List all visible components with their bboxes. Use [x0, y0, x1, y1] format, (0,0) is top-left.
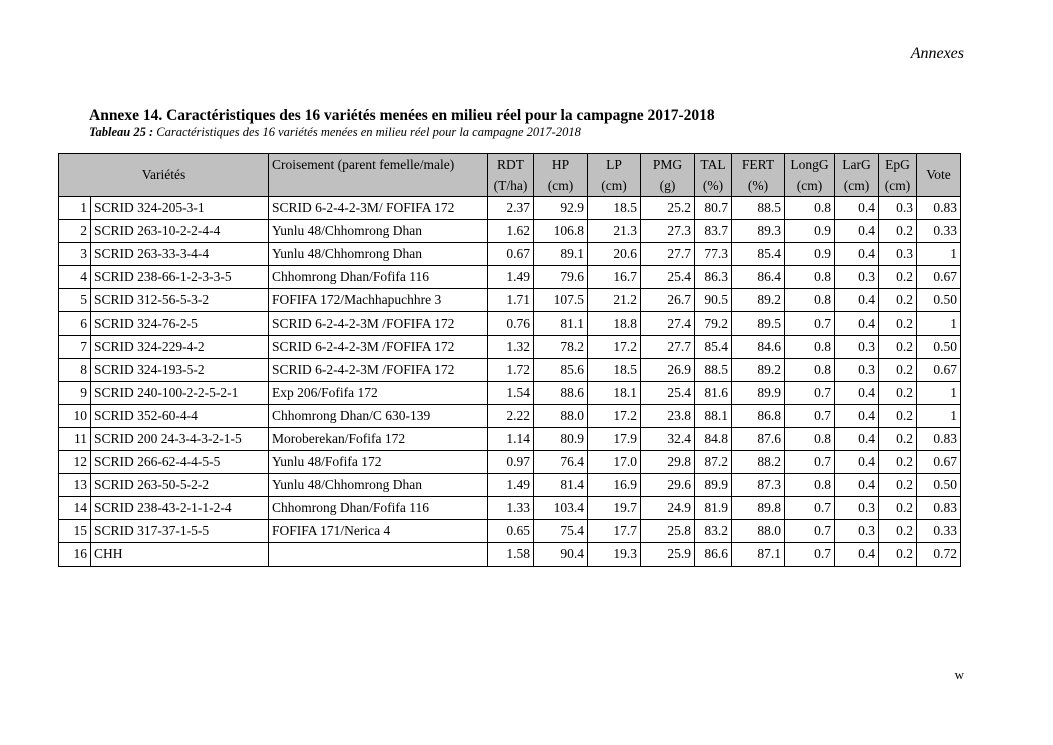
variety-cell: SCRID 324-229-4-2: [91, 335, 269, 358]
longg-cell: 0.7: [785, 497, 835, 520]
table-row: [59, 243, 961, 266]
lp-cell: 17.2: [588, 404, 641, 427]
table-row: [59, 451, 961, 474]
table-caption: [89, 125, 581, 140]
longg-cell: 0.8: [785, 358, 835, 381]
epg-cell: 0.2: [879, 520, 917, 543]
longg-cell: 0.7: [785, 381, 835, 404]
running-header: Annexes: [910, 45, 964, 62]
tal-cell: 80.7: [695, 197, 732, 220]
rdt-cell: 0.76: [488, 312, 534, 335]
cross-cell: FOFIFA 172/Machhapuchhre 3: [269, 289, 488, 312]
epg-cell: 0.2: [879, 266, 917, 289]
hp-cell: 106.8: [534, 220, 588, 243]
pmg-cell: 25.4: [641, 266, 695, 289]
variety-cell: SCRID 324-76-2-5: [91, 312, 269, 335]
table-row: [59, 427, 961, 450]
header-longg-unit: (cm): [785, 175, 835, 197]
row-number: 9: [59, 381, 91, 404]
lp-cell: 17.2: [588, 335, 641, 358]
tal-cell: 85.4: [695, 335, 732, 358]
variety-cell: CHH: [91, 543, 269, 566]
lp-cell: 17.9: [588, 427, 641, 450]
cross-cell: Chhomrong Dhan/C 630-139: [269, 404, 488, 427]
longg-cell: 0.8: [785, 197, 835, 220]
vote-cell: 0.33: [917, 520, 961, 543]
pmg-cell: 29.6: [641, 474, 695, 497]
hp-cell: 85.6: [534, 358, 588, 381]
rdt-cell: 1.49: [488, 474, 534, 497]
vote-cell: 0.67: [917, 358, 961, 381]
hp-cell: 75.4: [534, 520, 588, 543]
vote-cell: 0.83: [917, 427, 961, 450]
header-cross-unit: [269, 175, 488, 197]
larg-cell: 0.3: [835, 520, 879, 543]
variety-cell: SCRID 240-100-2-2-5-2-1: [91, 381, 269, 404]
larg-cell: 0.3: [835, 497, 879, 520]
tal-cell: 88.1: [695, 404, 732, 427]
row-number: 7: [59, 335, 91, 358]
lp-cell: 17.7: [588, 520, 641, 543]
header-fert-unit: (%): [732, 175, 785, 197]
header-hp-unit: (cm): [534, 175, 588, 197]
table-body: [59, 197, 961, 567]
rdt-cell: 1.49: [488, 266, 534, 289]
variety-cell: SCRID 312-56-5-3-2: [91, 289, 269, 312]
lp-cell: 18.8: [588, 312, 641, 335]
variety-cell: SCRID 324-205-3-1: [91, 197, 269, 220]
variety-cell: SCRID 263-33-3-4-4: [91, 243, 269, 266]
header-cross: Croisement (parent femelle/male): [269, 154, 488, 176]
table-row: [59, 474, 961, 497]
rdt-cell: 1.33: [488, 497, 534, 520]
hp-cell: 79.6: [534, 266, 588, 289]
lp-cell: 16.7: [588, 266, 641, 289]
larg-cell: 0.3: [835, 358, 879, 381]
epg-cell: 0.2: [879, 497, 917, 520]
row-number: 15: [59, 520, 91, 543]
table-header: [59, 154, 961, 197]
table-row: [59, 220, 961, 243]
header-lp: LP: [588, 154, 641, 176]
larg-cell: 0.4: [835, 404, 879, 427]
tal-cell: 81.9: [695, 497, 732, 520]
fert-cell: 89.8: [732, 497, 785, 520]
lp-cell: 18.5: [588, 358, 641, 381]
fert-cell: 84.6: [732, 335, 785, 358]
table-row: [59, 266, 961, 289]
header-larg-unit: (cm): [835, 175, 879, 197]
cross-cell: Yunlu 48/Chhomrong Dhan: [269, 243, 488, 266]
variety-cell: SCRID 324-193-5-2: [91, 358, 269, 381]
longg-cell: 0.7: [785, 543, 835, 566]
larg-cell: 0.4: [835, 243, 879, 266]
epg-cell: 0.2: [879, 381, 917, 404]
rdt-cell: 0.65: [488, 520, 534, 543]
footer-mark: w: [954, 667, 964, 682]
cross-cell: SCRID 6-2-4-2-3M/ FOFIFA 172: [269, 197, 488, 220]
row-number: 12: [59, 451, 91, 474]
pmg-cell: 23.8: [641, 404, 695, 427]
tal-cell: 90.5: [695, 289, 732, 312]
epg-cell: 0.2: [879, 220, 917, 243]
fert-cell: 87.3: [732, 474, 785, 497]
tal-cell: 86.3: [695, 266, 732, 289]
caption-label: Tableau 25 :: [89, 125, 154, 139]
hp-cell: 88.0: [534, 404, 588, 427]
variety-cell: SCRID 238-43-2-1-1-2-4: [91, 497, 269, 520]
vote-cell: 1: [917, 243, 961, 266]
variety-cell: SCRID 352-60-4-4: [91, 404, 269, 427]
epg-cell: 0.2: [879, 427, 917, 450]
vote-cell: 1: [917, 404, 961, 427]
tal-cell: 83.2: [695, 520, 732, 543]
tal-cell: 87.2: [695, 451, 732, 474]
larg-cell: 0.4: [835, 220, 879, 243]
vote-cell: 0.83: [917, 197, 961, 220]
pmg-cell: 27.4: [641, 312, 695, 335]
rdt-cell: 0.67: [488, 243, 534, 266]
larg-cell: 0.4: [835, 427, 879, 450]
variety-cell: SCRID 266-62-4-4-5-5: [91, 451, 269, 474]
tal-cell: 81.6: [695, 381, 732, 404]
hp-cell: 88.6: [534, 381, 588, 404]
cross-cell: SCRID 6-2-4-2-3M /FOFIFA 172: [269, 358, 488, 381]
tal-cell: 77.3: [695, 243, 732, 266]
table-row: [59, 520, 961, 543]
cross-cell: FOFIFA 171/Nerica 4: [269, 520, 488, 543]
epg-cell: 0.3: [879, 197, 917, 220]
row-number: 3: [59, 243, 91, 266]
fert-cell: 87.6: [732, 427, 785, 450]
fert-cell: 87.1: [732, 543, 785, 566]
fert-cell: 86.8: [732, 404, 785, 427]
table-row: [59, 312, 961, 335]
pmg-cell: 25.4: [641, 381, 695, 404]
vote-cell: 1: [917, 312, 961, 335]
vote-cell: 0.50: [917, 335, 961, 358]
header-pmg-unit: (g): [641, 175, 695, 197]
larg-cell: 0.4: [835, 381, 879, 404]
larg-cell: 0.4: [835, 312, 879, 335]
header-tal-unit: (%): [695, 175, 732, 197]
cross-cell: Yunlu 48/Fofifa 172: [269, 451, 488, 474]
lp-cell: 16.9: [588, 474, 641, 497]
fert-cell: 88.0: [732, 520, 785, 543]
table-row: [59, 358, 961, 381]
hp-cell: 89.1: [534, 243, 588, 266]
header-fert: FERT: [732, 154, 785, 176]
row-number: 10: [59, 404, 91, 427]
hp-cell: 92.9: [534, 197, 588, 220]
pmg-cell: 26.7: [641, 289, 695, 312]
pmg-cell: 25.9: [641, 543, 695, 566]
epg-cell: 0.2: [879, 358, 917, 381]
fert-cell: 88.2: [732, 451, 785, 474]
hp-cell: 81.1: [534, 312, 588, 335]
tal-cell: 83.7: [695, 220, 732, 243]
epg-cell: 0.3: [879, 243, 917, 266]
fert-cell: 86.4: [732, 266, 785, 289]
pmg-cell: 25.2: [641, 197, 695, 220]
lp-cell: 19.7: [588, 497, 641, 520]
variety-cell: SCRID 263-10-2-2-4-4: [91, 220, 269, 243]
table-row: [59, 497, 961, 520]
header-variety: Variétés: [59, 154, 269, 197]
header-longg: LongG: [785, 154, 835, 176]
longg-cell: 0.7: [785, 312, 835, 335]
vote-cell: 0.67: [917, 266, 961, 289]
row-number: 4: [59, 266, 91, 289]
cross-cell: [269, 543, 488, 566]
rdt-cell: 1.14: [488, 427, 534, 450]
rdt-cell: 0.97: [488, 451, 534, 474]
hp-cell: 76.4: [534, 451, 588, 474]
annex-title: Annexe 14. Caractéristiques des 16 variétés menées en milieu réel pour la campagne 2017-2018: [89, 107, 715, 124]
cross-cell: Yunlu 48/Chhomrong Dhan: [269, 220, 488, 243]
hp-cell: 103.4: [534, 497, 588, 520]
epg-cell: 0.2: [879, 543, 917, 566]
pmg-cell: 26.9: [641, 358, 695, 381]
longg-cell: 0.8: [785, 427, 835, 450]
epg-cell: 0.2: [879, 312, 917, 335]
hp-cell: 90.4: [534, 543, 588, 566]
rdt-cell: 1.32: [488, 335, 534, 358]
header-lp-unit: (cm): [588, 175, 641, 197]
tal-cell: 79.2: [695, 312, 732, 335]
row-number: 13: [59, 474, 91, 497]
larg-cell: 0.3: [835, 335, 879, 358]
larg-cell: 0.4: [835, 451, 879, 474]
vote-cell: 0.50: [917, 474, 961, 497]
hp-cell: 81.4: [534, 474, 588, 497]
table-row: [59, 335, 961, 358]
header-tal: TAL: [695, 154, 732, 176]
longg-cell: 0.7: [785, 404, 835, 427]
longg-cell: 0.9: [785, 220, 835, 243]
pmg-cell: 29.8: [641, 451, 695, 474]
table-row: [59, 197, 961, 220]
row-number: 5: [59, 289, 91, 312]
fert-cell: 89.2: [732, 289, 785, 312]
pmg-cell: 32.4: [641, 427, 695, 450]
tal-cell: 84.8: [695, 427, 732, 450]
longg-cell: 0.8: [785, 289, 835, 312]
cross-cell: Moroberekan/Fofifa 172: [269, 427, 488, 450]
hp-cell: 80.9: [534, 427, 588, 450]
larg-cell: 0.4: [835, 543, 879, 566]
epg-cell: 0.2: [879, 335, 917, 358]
fert-cell: 85.4: [732, 243, 785, 266]
rdt-cell: 2.22: [488, 404, 534, 427]
larg-cell: 0.3: [835, 266, 879, 289]
caption-text: Caractéristiques des 16 variétés menées en milieu réel pour la campagne 2017-2018: [153, 125, 581, 139]
variety-cell: SCRID 263-50-5-2-2: [91, 474, 269, 497]
rdt-cell: 1.58: [488, 543, 534, 566]
larg-cell: 0.4: [835, 289, 879, 312]
rdt-cell: 2.37: [488, 197, 534, 220]
hp-cell: 107.5: [534, 289, 588, 312]
table-row: [59, 381, 961, 404]
lp-cell: 18.1: [588, 381, 641, 404]
rdt-cell: 1.54: [488, 381, 534, 404]
epg-cell: 0.2: [879, 289, 917, 312]
rdt-cell: 1.71: [488, 289, 534, 312]
cross-cell: Chhomrong Dhan/Fofifa 116: [269, 266, 488, 289]
longg-cell: 0.8: [785, 335, 835, 358]
table-row: [59, 543, 961, 566]
pmg-cell: 25.8: [641, 520, 695, 543]
longg-cell: 0.7: [785, 520, 835, 543]
header-vote: Vote: [917, 154, 961, 197]
larg-cell: 0.4: [835, 474, 879, 497]
larg-cell: 0.4: [835, 197, 879, 220]
vote-cell: 0.50: [917, 289, 961, 312]
cross-cell: SCRID 6-2-4-2-3M /FOFIFA 172: [269, 312, 488, 335]
epg-cell: 0.2: [879, 474, 917, 497]
row-number: 11: [59, 427, 91, 450]
rdt-cell: 1.62: [488, 220, 534, 243]
cross-cell: SCRID 6-2-4-2-3M /FOFIFA 172: [269, 335, 488, 358]
longg-cell: 0.7: [785, 451, 835, 474]
fert-cell: 89.2: [732, 358, 785, 381]
fert-cell: 88.5: [732, 197, 785, 220]
variety-cell: SCRID 238-66-1-2-3-3-5: [91, 266, 269, 289]
hp-cell: 78.2: [534, 335, 588, 358]
vote-cell: 1: [917, 381, 961, 404]
epg-cell: 0.2: [879, 404, 917, 427]
row-number: 1: [59, 197, 91, 220]
variety-cell: SCRID 200 24-3-4-3-2-1-5: [91, 427, 269, 450]
row-number: 16: [59, 543, 91, 566]
row-number: 8: [59, 358, 91, 381]
tal-cell: 89.9: [695, 474, 732, 497]
row-number: 2: [59, 220, 91, 243]
fert-cell: 89.5: [732, 312, 785, 335]
longg-cell: 0.8: [785, 266, 835, 289]
pmg-cell: 27.3: [641, 220, 695, 243]
lp-cell: 18.5: [588, 197, 641, 220]
header-rdt-unit: (T/ha): [488, 175, 534, 197]
lp-cell: 19.3: [588, 543, 641, 566]
variety-cell: SCRID 317-37-1-5-5: [91, 520, 269, 543]
fert-cell: 89.9: [732, 381, 785, 404]
row-number: 14: [59, 497, 91, 520]
rdt-cell: 1.72: [488, 358, 534, 381]
lp-cell: 17.0: [588, 451, 641, 474]
vote-cell: 0.33: [917, 220, 961, 243]
tal-cell: 88.5: [695, 358, 732, 381]
tal-cell: 86.6: [695, 543, 732, 566]
row-number: 6: [59, 312, 91, 335]
header-larg: LarG: [835, 154, 879, 176]
header-epg-unit: (cm): [879, 175, 917, 197]
vote-cell: 0.67: [917, 451, 961, 474]
header-hp: HP: [534, 154, 588, 176]
vote-cell: 0.83: [917, 497, 961, 520]
pmg-cell: 27.7: [641, 335, 695, 358]
table-row: [59, 289, 961, 312]
cross-cell: Exp 206/Fofifa 172: [269, 381, 488, 404]
varieties-table: [58, 153, 961, 567]
header-epg: EpG: [879, 154, 917, 176]
cross-cell: Chhomrong Dhan/Fofifa 116: [269, 497, 488, 520]
lp-cell: 21.2: [588, 289, 641, 312]
cross-cell: Yunlu 48/Chhomrong Dhan: [269, 474, 488, 497]
pmg-cell: 27.7: [641, 243, 695, 266]
longg-cell: 0.8: [785, 474, 835, 497]
table-row: [59, 404, 961, 427]
pmg-cell: 24.9: [641, 497, 695, 520]
longg-cell: 0.9: [785, 243, 835, 266]
epg-cell: 0.2: [879, 451, 917, 474]
lp-cell: 20.6: [588, 243, 641, 266]
lp-cell: 21.3: [588, 220, 641, 243]
fert-cell: 89.3: [732, 220, 785, 243]
header-rdt: RDT: [488, 154, 534, 176]
vote-cell: 0.72: [917, 543, 961, 566]
header-pmg: PMG: [641, 154, 695, 176]
